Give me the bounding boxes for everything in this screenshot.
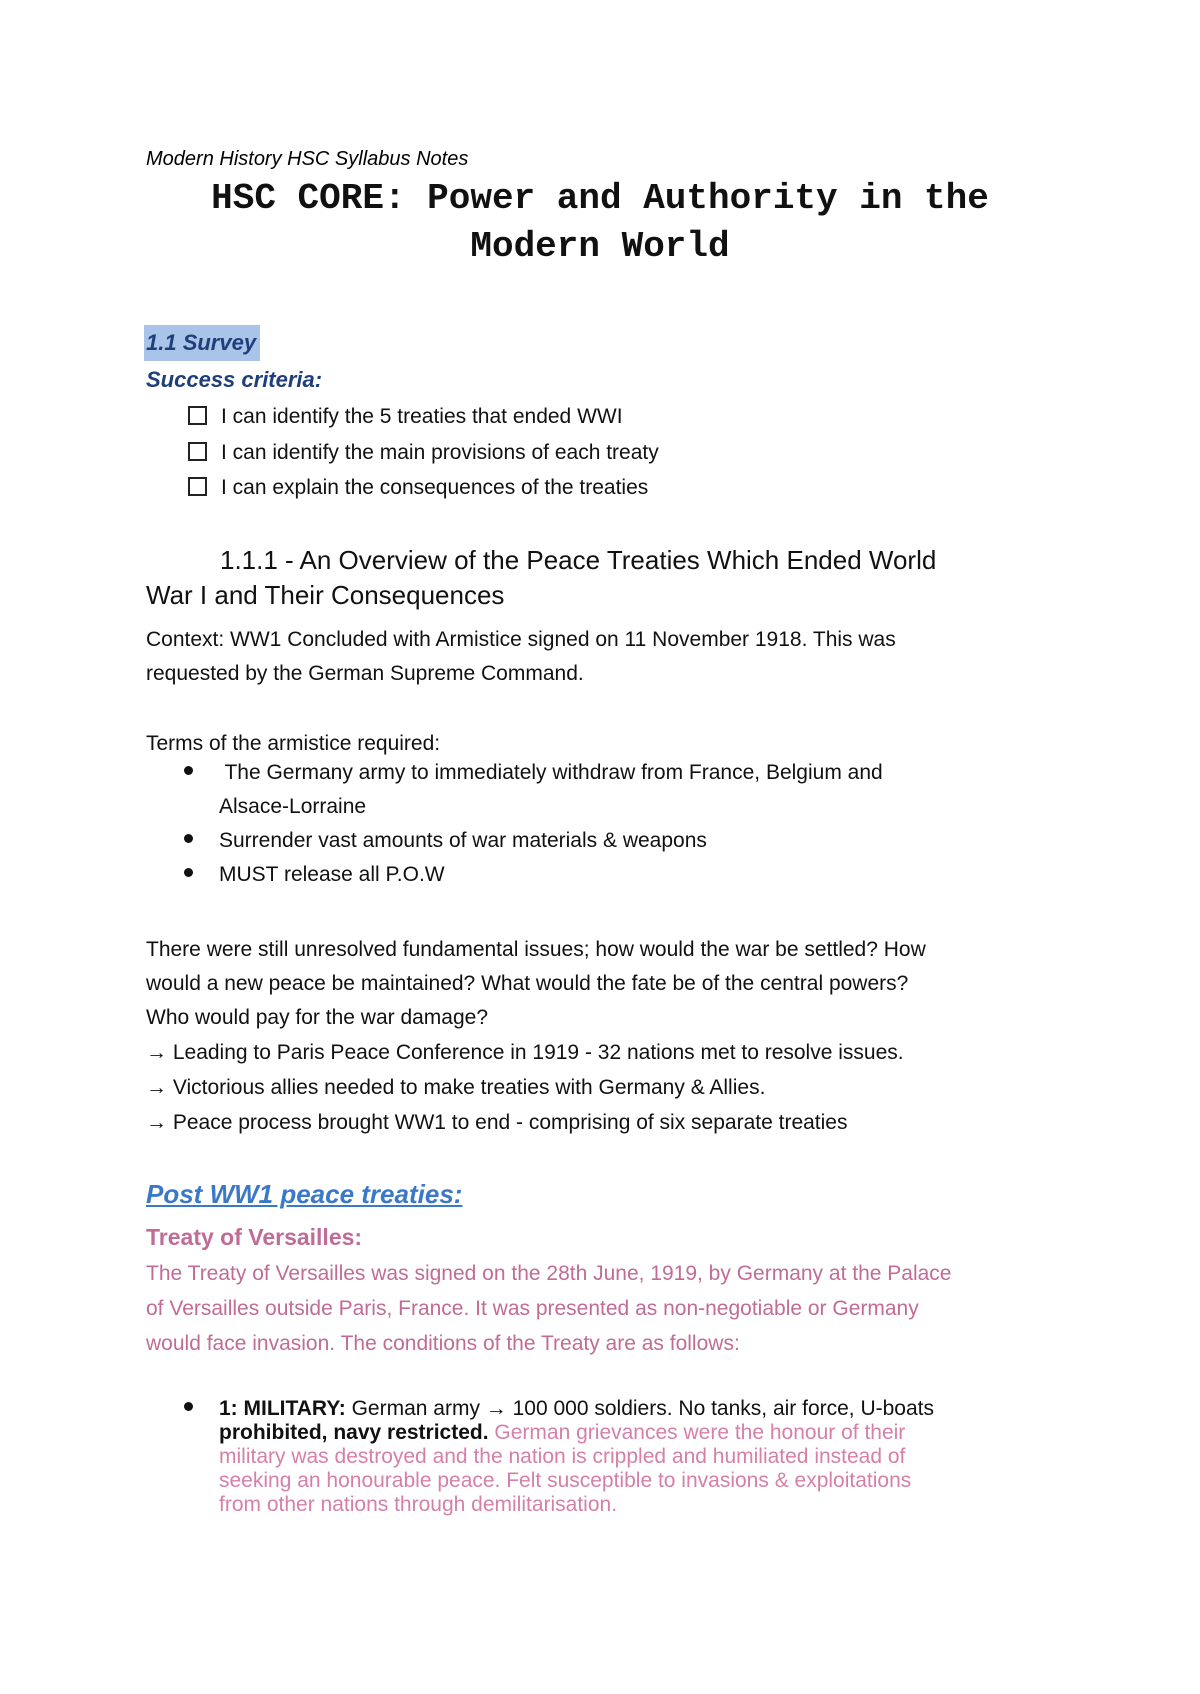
terms-label: Terms of the armistice required: <box>146 732 441 755</box>
criteria-item <box>188 476 648 500</box>
criteria-item <box>188 405 623 429</box>
arrow-point: → Leading to Paris Peace Conference in 1919 - 32 nations met to resolve issues. <box>146 1041 904 1064</box>
issues-line-2: would a new peace be maintained? What would the fate be of the central powers? <box>146 972 909 995</box>
section-heading-survey: 1.1 Survey <box>144 325 260 361</box>
criteria-text: I can explain the consequences of the treaties <box>221 476 649 499</box>
arrow-point: → Victorious allies needed to make treaties with Germany & Allies. <box>146 1076 766 1099</box>
criteria-text: I can identify the 5 treaties that ended WWI <box>221 405 623 428</box>
versailles-paragraph-line-1: The Treaty of Versailles was signed on the 28th June, 1919, by Germany at the Palace <box>146 1262 952 1285</box>
terms-list-item <box>184 829 707 853</box>
terms-text: Surrender vast amounts of war materials & weapons <box>219 829 707 852</box>
military-grievance-line-5: from other nations through demilitarisation. <box>219 1493 618 1516</box>
military-list-item <box>184 1397 934 1421</box>
terms-list-item <box>184 761 883 785</box>
military-grievance-text: German grievances were the honour of their <box>488 1421 906 1444</box>
document-header-note: Modern History HSC Syllabus Notes <box>146 148 469 170</box>
bullet-icon <box>184 868 193 877</box>
subsection-heading-line-1: 1.1.1 - An Overview of the Peace Treaties Which Ended World <box>220 545 937 575</box>
versailles-paragraph-line-2: of Versailles outside Paris, France. It was presented as non-negotiable or Germany <box>146 1297 919 1320</box>
checkbox-icon[interactable] <box>188 477 207 496</box>
military-bold-text: prohibited, navy restricted. <box>219 1421 489 1444</box>
bullet-icon <box>184 766 193 775</box>
issues-line-1: There were still unresolved fundamental issues; how would the war be settled? How <box>146 938 926 961</box>
checkbox-icon[interactable] <box>188 442 207 461</box>
military-grievance-line-4: seeking an honourable peace. Felt susceptible to invasions & exploitations <box>219 1469 912 1492</box>
military-line-2 <box>219 1421 905 1445</box>
bullet-icon <box>184 834 193 843</box>
context-line-1: Context: WW1 Concluded with Armistice signed on 11 November 1918. This was <box>146 628 896 651</box>
section-heading-peace-treaties: Post WW1 peace treaties: <box>146 1179 463 1209</box>
success-criteria-label: Success criteria: <box>146 367 323 392</box>
issues-line-3: Who would pay for the war damage? <box>146 1006 489 1029</box>
page-title-line-2: Modern World <box>470 226 730 267</box>
military-text: German army → 100 000 soldiers. No tanks, air force, U-boats <box>345 1397 935 1420</box>
terms-text-continued: Alsace-Lorraine <box>219 795 367 818</box>
arrow-point: → Peace process brought WW1 to end - comprising of six separate treaties <box>146 1111 848 1134</box>
treaty-of-versailles-title: Treaty of Versailles: <box>146 1224 363 1250</box>
military-grievance-line-3: military was destroyed and the nation is crippled and humiliated instead of <box>219 1445 906 1468</box>
page-title-line-1: HSC CORE: Power and Authority in the <box>211 178 989 219</box>
context-line-2: requested by the German Supreme Command. <box>146 662 584 685</box>
terms-list-item <box>184 863 445 887</box>
terms-text: The Germany army to immediately withdraw from France, Belgium and <box>219 761 883 784</box>
terms-text: MUST release all P.O.W <box>219 863 445 886</box>
checkbox-icon[interactable] <box>188 406 207 425</box>
subsection-heading-line-2: War I and Their Consequences <box>146 580 505 610</box>
criteria-text: I can identify the main provisions of each treaty <box>221 441 659 464</box>
bullet-icon <box>184 1402 193 1411</box>
military-label: 1: MILITARY: <box>219 1397 346 1420</box>
versailles-paragraph-line-3: would face invasion. The conditions of the Treaty are as follows: <box>146 1332 740 1355</box>
criteria-item <box>188 441 659 465</box>
